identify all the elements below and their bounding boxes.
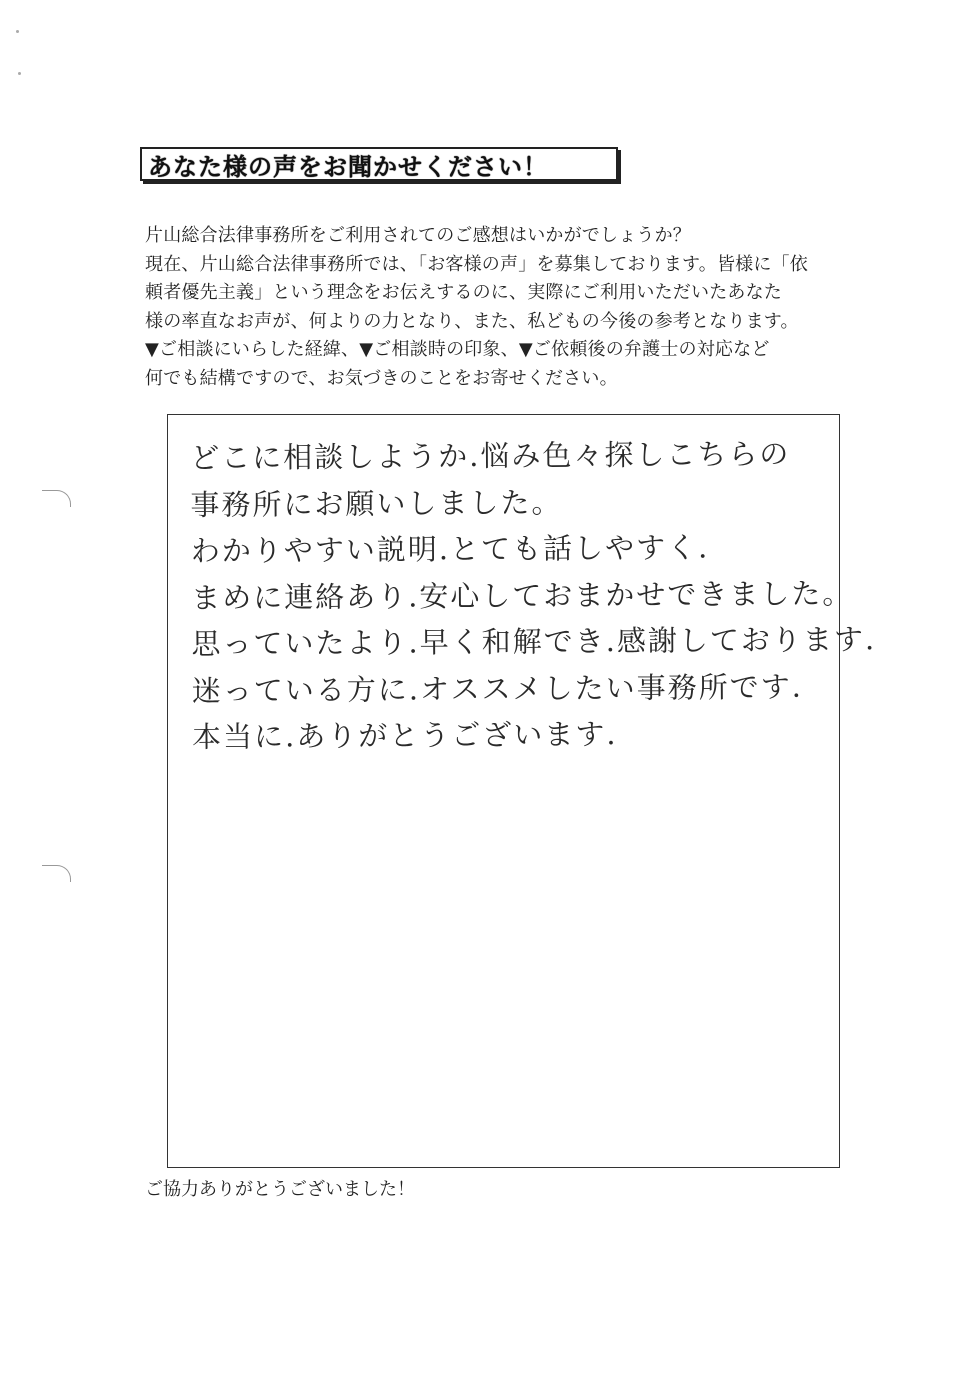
intro-line: 頼者優先主義」という理念をお伝えするのに、実際にご利用いただいたあなた [145, 282, 782, 303]
handwritten-line: 迷っている方に.オススメしたい事務所です. [191, 669, 804, 708]
intro-line: 現在、片山総合法律事務所では、「お客様の声」を募集しております。皆様に「依 [145, 253, 808, 275]
punch-hole-top [42, 490, 71, 507]
form-title: あなた様の声をお聞かせください！ [148, 152, 548, 181]
intro-line: ▼ご相談にいらした経緯、▼ご相談時の印象、▼ご依頼後の弁護士の対応など [145, 339, 770, 360]
handwritten-line: まめに連絡あり.安心しておまかせできました。 [191, 575, 854, 615]
intro-paragraph [145, 222, 865, 393]
scan-speck [18, 72, 21, 75]
handwritten-line: わかりやすい説明.とても話しやすく. [190, 530, 710, 568]
scan-speck [16, 30, 19, 33]
intro-line: 何でも結構ですので、お気づきのことをお寄せください。 [145, 367, 618, 389]
handwritten-line: 思っていたより.早く和解でき.感謝しております. [191, 622, 877, 661]
handwritten-line: どこに相談しようか.悩み色々探しこちらの [190, 436, 791, 475]
intro-line: 様の率直なお声が、何よりの力となり、また、私どもの今後の参考となります。 [145, 310, 799, 332]
thanks-message: ご協力ありがとうございました！ [145, 1179, 415, 1200]
intro-line: 片山総合法律事務所をご利用されてのご感想はいかがでしょうか？ [145, 225, 691, 246]
form-title-box [140, 147, 618, 181]
handwritten-line: 本当に.ありがとうございます. [191, 717, 618, 754]
punch-hole-bottom [42, 865, 71, 882]
handwritten-comment [190, 431, 877, 761]
handwritten-line: 事務所にお願いしました。 [190, 484, 563, 522]
comment-box [167, 414, 877, 1168]
